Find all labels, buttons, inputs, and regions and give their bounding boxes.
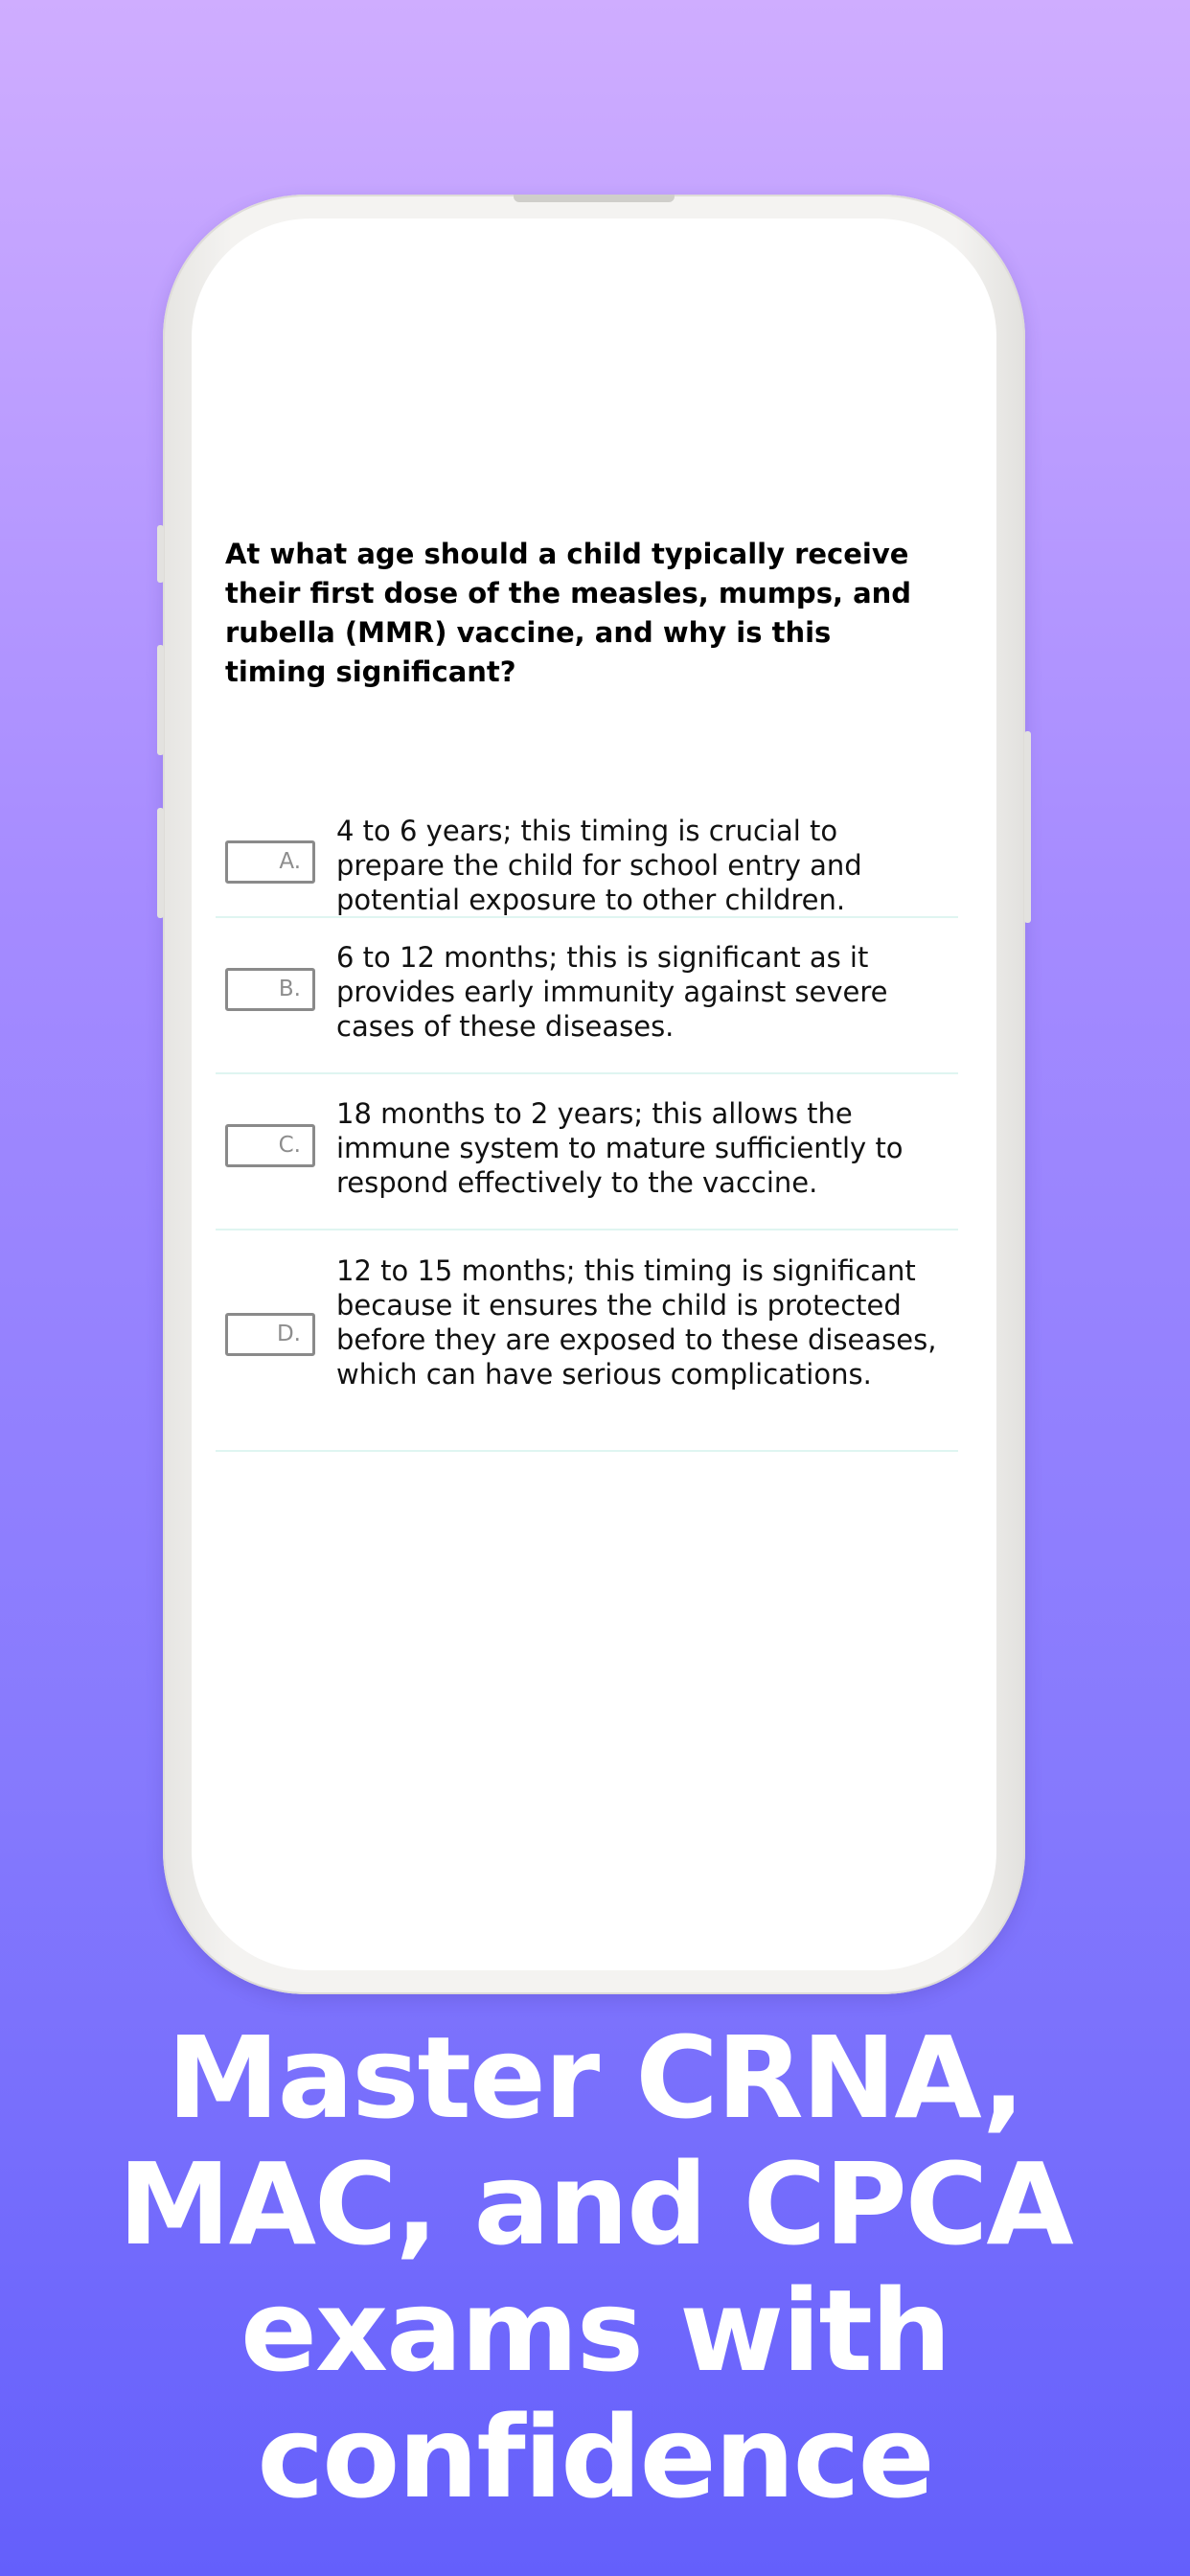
phone-speaker [514,195,675,202]
answer-option-c-text: 18 months to 2 years; this allows the immune system to mature sufficiently to respond effectively to the vaccine. [336,1097,904,1199]
phone-volume-up-button [157,645,164,755]
answer-option-a[interactable] [216,791,958,918]
answer-option-d[interactable] [216,1230,958,1452]
answer-option-a-checkbox[interactable] [225,840,315,884]
answer-option-c[interactable] [216,1074,958,1230]
answer-option-c-checkbox[interactable] [225,1124,315,1167]
app-screen [192,218,996,1970]
answer-option-b[interactable] [216,918,958,1074]
answer-option-b-text: 6 to 12 months; this is significant as it provides early immunity against severe cases of these diseases. [336,941,888,1043]
phone-mute-switch [157,525,164,583]
answer-option-d-text: 12 to 15 months; this timing is significant because it ensures the child is protected before they are exposed to these diseases, which can have serious complications. [336,1254,937,1391]
answer-option-d-letter: D. [276,1322,301,1346]
phone-power-button [1024,731,1031,923]
answer-option-b-checkbox[interactable] [225,968,315,1011]
answer-option-a-text: 4 to 6 years; this timing is crucial to prepare the child for school entry and potential exposure to other children. [336,815,862,916]
phone-frame [163,195,1025,1994]
marketing-headline: Master CRNA, MAC, and CPCA exams with confidence [118,2012,1072,2523]
answer-option-d-checkbox[interactable] [225,1313,315,1356]
question-text: At what age should a child typically receive their first dose of the measles, mumps, and rubella (MMR) vaccine, and why is this timing significant? [225,538,912,688]
answer-option-b-letter: B. [278,977,301,1001]
answer-option-c-letter: C. [278,1133,301,1158]
phone-volume-down-button [157,808,164,918]
answer-option-a-letter: A. [279,849,301,874]
